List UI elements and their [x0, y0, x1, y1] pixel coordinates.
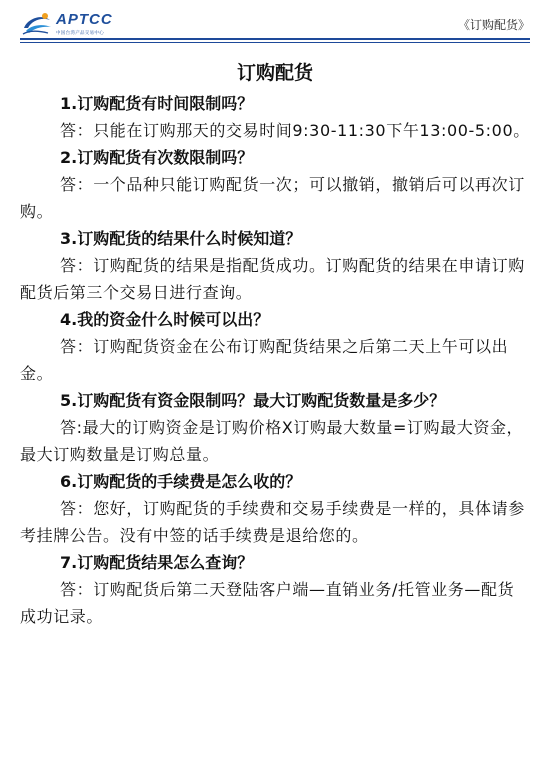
faq-item	[20, 90, 530, 144]
faq-question: 1.订购配货有时间限制吗？	[60, 94, 254, 113]
page-title: 订购配货	[236, 62, 313, 84]
faq-answer: 答:最大的订购资金是订购价格X订购最大数量=订购最大资金，最大订购数量是订购总量。	[20, 418, 524, 464]
document-body	[20, 58, 530, 630]
faq-item	[20, 225, 530, 306]
faq-question: 7.订购配货结果怎么查询？	[60, 553, 254, 572]
faq-item	[20, 468, 530, 549]
aptcc-logo	[20, 10, 170, 38]
logo-brand-text: APTCC	[56, 11, 113, 28]
faq-item	[20, 306, 530, 387]
faq-answer: 答：您好，订购配货的手续费和交易手续费是一样的，具体请参考挂牌公告。没有中签的话手续费是退给您的。	[20, 499, 525, 545]
faq-question: 2.订购配货有次数限制吗？	[60, 148, 254, 167]
faq-question: 4.我的资金什么时候可以出？	[60, 310, 270, 329]
faq-answer: 答：只能在订购那天的交易时间9:30-11:30下午13:00-5:00。	[60, 121, 530, 140]
logo-emblem-icon	[20, 10, 54, 38]
faq-answer: 答：订购配货资金在公布订购配货结果之后第二天上午可以出金。	[20, 337, 509, 383]
faq-question: 6.订购配货的手续费是怎么收的？	[60, 472, 302, 491]
faq-item	[20, 387, 530, 468]
header-divider	[20, 38, 530, 40]
faq-answer: 答：订购配货的结果是指配货成功。订购配货的结果在申请订购配货后第三个交易日进行查询。	[20, 256, 525, 302]
faq-question: 5.订购配货有资金限制吗？最大订购配货数量是多少？	[60, 391, 446, 410]
faq-item	[20, 549, 530, 630]
faq-item	[20, 144, 530, 225]
header-divider-thin	[20, 42, 530, 43]
logo-subtitle: 中国台湾产品交易中心	[56, 31, 104, 36]
faq-answer: 答：一个品种只能订购配货一次；可以撤销，撤销后可以再次订购。	[20, 175, 525, 221]
faq-question: 3.订购配货的结果什么时候知道？	[60, 229, 302, 248]
page-header	[0, 0, 550, 44]
document-label: 《订购配货》	[457, 18, 530, 32]
faq-answer: 答：订购配货后第二天登陆客户端—直销业务/托管业务—配货成功记录。	[20, 580, 515, 626]
